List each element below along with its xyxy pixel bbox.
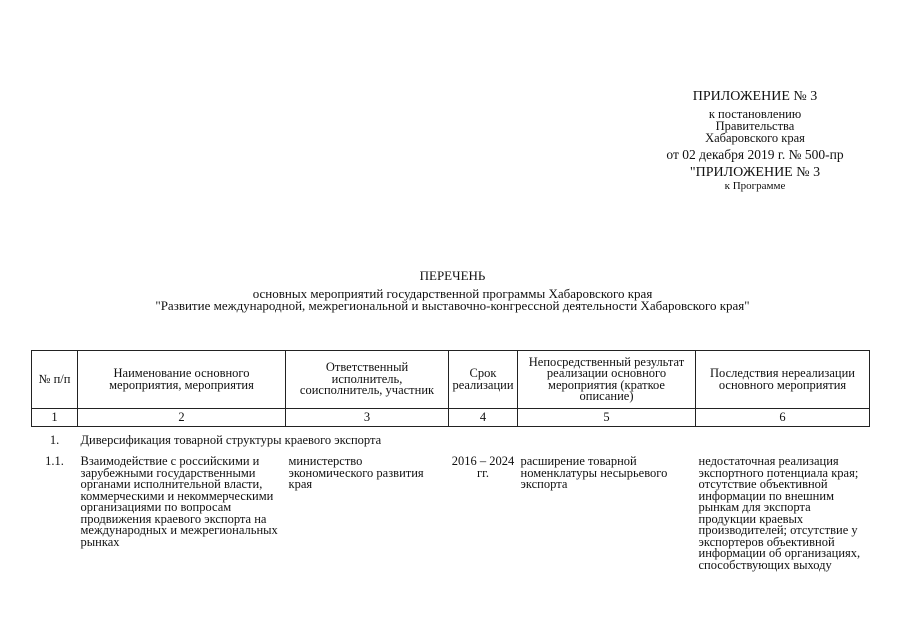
row-term: 2016 – 2024 гг. — [451, 454, 515, 480]
header-consequences: Последствия нереализации основного мероприятия — [696, 351, 870, 409]
attachment-line-2: Правительства — [715, 119, 795, 133]
column-number: 5 — [518, 409, 696, 427]
header-executor: Ответственный исполнитель, соисполнитель, участник — [286, 351, 449, 409]
table-header-row — [32, 351, 870, 409]
table-row — [32, 454, 870, 573]
attachment-small: к Программе — [724, 180, 786, 192]
column-number: 6 — [696, 409, 870, 427]
events-table — [31, 350, 870, 573]
row-result: расширение товарной номенклатуры несырьевого экспорта — [520, 454, 668, 491]
attachment-block — [640, 90, 870, 192]
row-executor: министерство экономического развития края — [288, 454, 424, 491]
header-result: Непосредственный результат реализации основного мероприятия (краткое описание) — [518, 351, 696, 409]
attachment-title-2: "ПРИЛОЖЕНИЕ № 3 — [689, 165, 821, 180]
attachment-date: от 02 декабря 2019 г. № 500-пр — [666, 147, 844, 162]
header-name: Наименование основного мероприятия, мероприятия — [78, 351, 286, 409]
document-title: ПЕРЕЧЕНЬ — [419, 268, 486, 283]
document-subtitle-2: "Развитие международной, межрегиональной и выставочно-конгрессной деятельности Хабаровского края" — [155, 298, 750, 313]
section-title: Диверсификация товарной структуры краевого экспорта — [80, 432, 382, 447]
column-number: 2 — [78, 409, 286, 427]
attachment-title: ПРИЛОЖЕНИЕ № 3 — [692, 89, 818, 104]
attachment-line-3: Хабаровского края — [705, 131, 805, 145]
section-row — [32, 433, 870, 449]
row-consequences: недостаточная реализация экспортного потенциала края; отсутствие объективной информации по внешним рынкам для экспорта продукции краевых производителей; отсутствие у экспортеров объективной информации об организациях, способствующих выходу — [698, 454, 861, 572]
header-term: Срок реализации — [449, 351, 518, 409]
header-number: № п/п — [32, 351, 78, 409]
column-number: 3 — [286, 409, 449, 427]
row-name: Взаимодействие с российскими и зарубежными государственными органами исполнительной власти, коммерческими и некоммерческими организациями по вопросам продвижения краевого экспорта на международных и межрегиональных рынках — [80, 454, 278, 549]
column-number: 1 — [32, 409, 78, 427]
column-number: 4 — [449, 409, 518, 427]
document-heading — [0, 270, 905, 312]
attachment-line-1: к постановлению — [708, 107, 802, 121]
row-number: 1.1. — [45, 454, 64, 468]
section-number: 1. — [49, 432, 60, 447]
document-subtitle-1: основных мероприятий государственной программы Хабаровского края — [252, 286, 653, 301]
column-number-row — [32, 409, 870, 427]
